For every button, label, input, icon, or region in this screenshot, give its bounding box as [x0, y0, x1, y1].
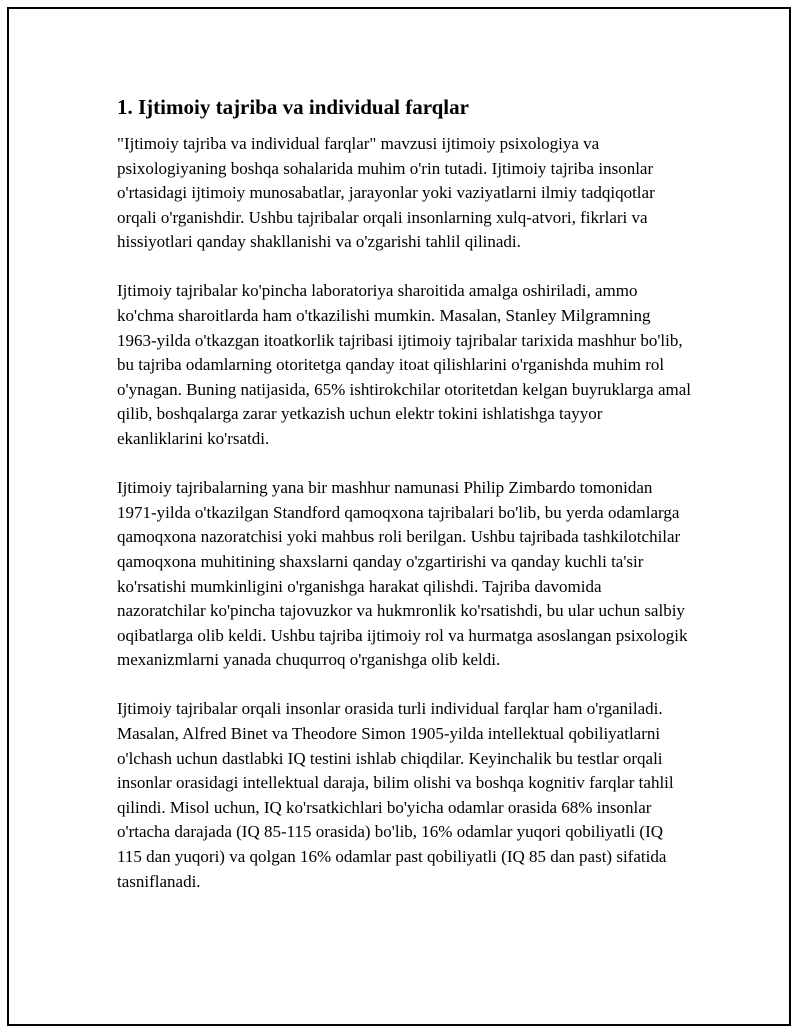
paragraph-iq: Ijtimoiy tajribalar orqali insonlar orasida turli individual farqlar ham o'rganiladi. Masalan, Alfred Binet va Theodore Simon 1905-yilda intellektual qobiliyatlarni o'lchash uchun dastlabki IQ testini ishlab chiqdilar. Keyinchalik bu testlar orqali insonlar orasidagi intellektual daraja, bilim olishi va boshqa kognitiv farqlar tahlil qilindi. Misol uchun, IQ ko'rsatkichlari bo'yicha odamlar orasida 68% insonlar o'rtacha darajada (IQ 85-115 orasida) bo'lib, 16% odamlar yuqori qobiliyatli (IQ 115 dan yuqori) va qolgan 16% odamlar past qobiliyatli (IQ 85 dan past) sifatida tasniflanadi. [117, 699, 674, 891]
paragraph-intro: "Ijtimoiy tajriba va individual farqlar" mavzusi ijtimoiy psixologiya va psixologiyaning boshqa sohalarida muhim o'rin tutadi. Ijtimoiy tajriba insonlar o'rtasidagi ijtimoiy munosabatlar, jarayonlar yoki vaziyatlarni ilmiy tadqiqotlar orqali o'rganishdir. Ushbu tajribalar orqali insonlarning xulq-atvori, fikrlari va hissiyotlari qanday shakllanishi va o'zgarishi tahlil qilinadi. [117, 134, 655, 252]
paragraph-milgram: Ijtimoiy tajribalar ko'pincha laboratoriya sharoitida amalga oshiriladi, ammo ko'chma sharoitlarda ham o'tkazilishi mumkin. Masalan, Stanley Milgramning 1963-yilda o'tkazgan itoatkorlik tajribasi ijtimoiy tajribalar tarixida mashhur bo'lib, bu tajriba odamlarning otoritetga qanday itoat qilishlarini o'rganishda muhim rol o'ynagan. Buning natijasida, 65% ishtirokchilar otoritetdan kelgan buyruklarga amal qilib, boshqalarga zarar yetkazish uchun elektr tokini ishlatishga tayyor ekanliklarini ko'rsatdi. [117, 281, 691, 449]
document-body [117, 94, 691, 919]
section-heading: 1. Ijtimoiy tajriba va individual farqlar [117, 95, 469, 119]
paragraph-zimbardo: Ijtimoiy tajribalarning yana bir mashhur namunasi Philip Zimbardo tomonidan 1971-yilda o'tkazilgan Standford qamoqxona tajribalari bo'lib, bu yerda odamlarga qamoqxona nazoratchisi yoki mahbus roli berilgan. Ushbu tajribada tashkilotchilar qamoqxona muhitining shaxslarni qanday o'zgartirishi va qanday kuchli ta'sir ko'rsatishi mumkinligini o'rganishga harakat qilishdi. Tajriba davomida nazoratchilar ko'pincha tajovuzkor va hukmronlik ko'rsatishdi, bu ular uchun salbiy oqibatlarga olib keldi. Ushbu tajriba ijtimoiy rol va hurmatga asoslangan psixologik mexanizmlarni yanada chuqurroq o'rganishga olib keldi. [117, 478, 688, 670]
